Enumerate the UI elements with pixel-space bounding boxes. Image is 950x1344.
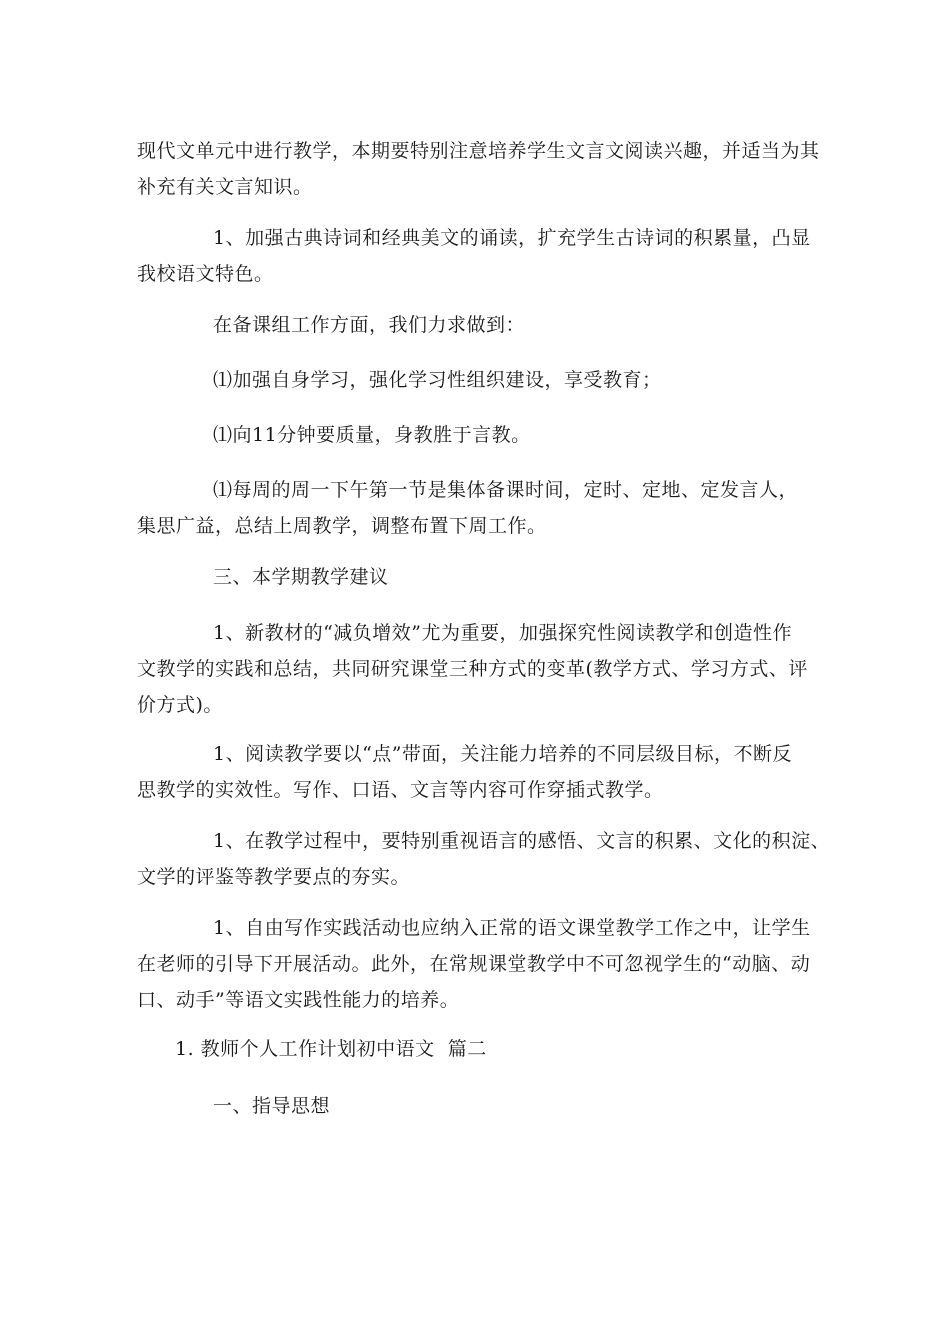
- paragraph-line: 我校语文特色。: [137, 263, 274, 285]
- paragraph-line: 文学的评鉴等教学要点的夯实。: [137, 866, 411, 888]
- paragraph-teaching-process: [137, 823, 831, 895]
- paragraph-line: ⑴向11分钟要质量，身教胜于言教。: [213, 424, 531, 446]
- section-heading-guiding-ideology: [137, 1088, 813, 1124]
- section-heading-suggestions: [137, 559, 813, 595]
- paragraph-line: 一、指导思想: [213, 1095, 331, 1117]
- paragraph-new-textbook: [137, 615, 813, 723]
- paragraph-line: ⑴加强自身学习，强化学习性组织建设，享受教育；: [213, 369, 662, 391]
- paragraph-line: 1、新教材的“减负增效”尤为重要，加强探究性阅读教学和创造性作: [213, 622, 793, 644]
- paragraph-line: 在老师的引导下开展活动。此外，在常规课堂教学中不可忽视学生的“动脑、动: [137, 953, 811, 975]
- paragraph-line: 1、在教学过程中，要特别重视语言的感悟、文言的积累、文化的积淀、: [213, 830, 831, 852]
- paragraph-line: 思教学的实效性。写作、口语、文言等内容可作穿插式教学。: [137, 779, 664, 801]
- list-item-weekly-prep: [137, 472, 813, 544]
- paragraph-line: 1、自由写作实践活动也应纳入正常的语文课堂教学工作之中，让学生: [213, 917, 811, 939]
- article-heading-part-two: [137, 1031, 813, 1067]
- paragraph-line: 在备课组工作方面，我们力求做到：: [213, 314, 526, 336]
- paragraph-free-writing: [137, 910, 813, 1018]
- paragraph-line: 1. 教师个人工作计划初中语文 篇二: [175, 1038, 487, 1060]
- paragraph-reading-teaching: [137, 736, 813, 808]
- paragraph-line: 三、本学期教学建议: [213, 566, 389, 588]
- list-item-quality: [137, 417, 813, 453]
- paragraph-line: 现代文单元中进行教学，本期要特别注意培养学生文言文阅读兴趣，并适当为其: [137, 140, 820, 162]
- paragraph-classical-chinese: [137, 133, 820, 205]
- paragraph-line: 口、动手”等语文实践性能力的培养。: [137, 989, 460, 1011]
- paragraph-line: 文教学的实践和总结，共同研究课堂三种方式的变革(教学方式、学习方式、评: [137, 658, 808, 680]
- paragraph-line: 价方式)。: [137, 694, 223, 716]
- paragraph-prep-group-intro: [137, 307, 813, 343]
- paragraph-line: ⑴每周的周一下午第一节是集体备课时间，定时、定地、定发言人，: [213, 479, 799, 501]
- paragraph-line: 集思广益，总结上周教学，调整布置下周工作。: [137, 515, 547, 537]
- paragraph-line: 1、加强古典诗词和经典美文的诵读，扩充学生古诗词的积累量，凸显: [213, 227, 811, 249]
- paragraph-line: 1、阅读教学要以“点”带面，关注能力培养的不同层级目标，不断反: [213, 743, 793, 765]
- list-item-self-study: [137, 362, 813, 398]
- paragraph-line: 补充有关文言知识。: [137, 176, 313, 198]
- paragraph-poetry-recitation: [137, 220, 813, 292]
